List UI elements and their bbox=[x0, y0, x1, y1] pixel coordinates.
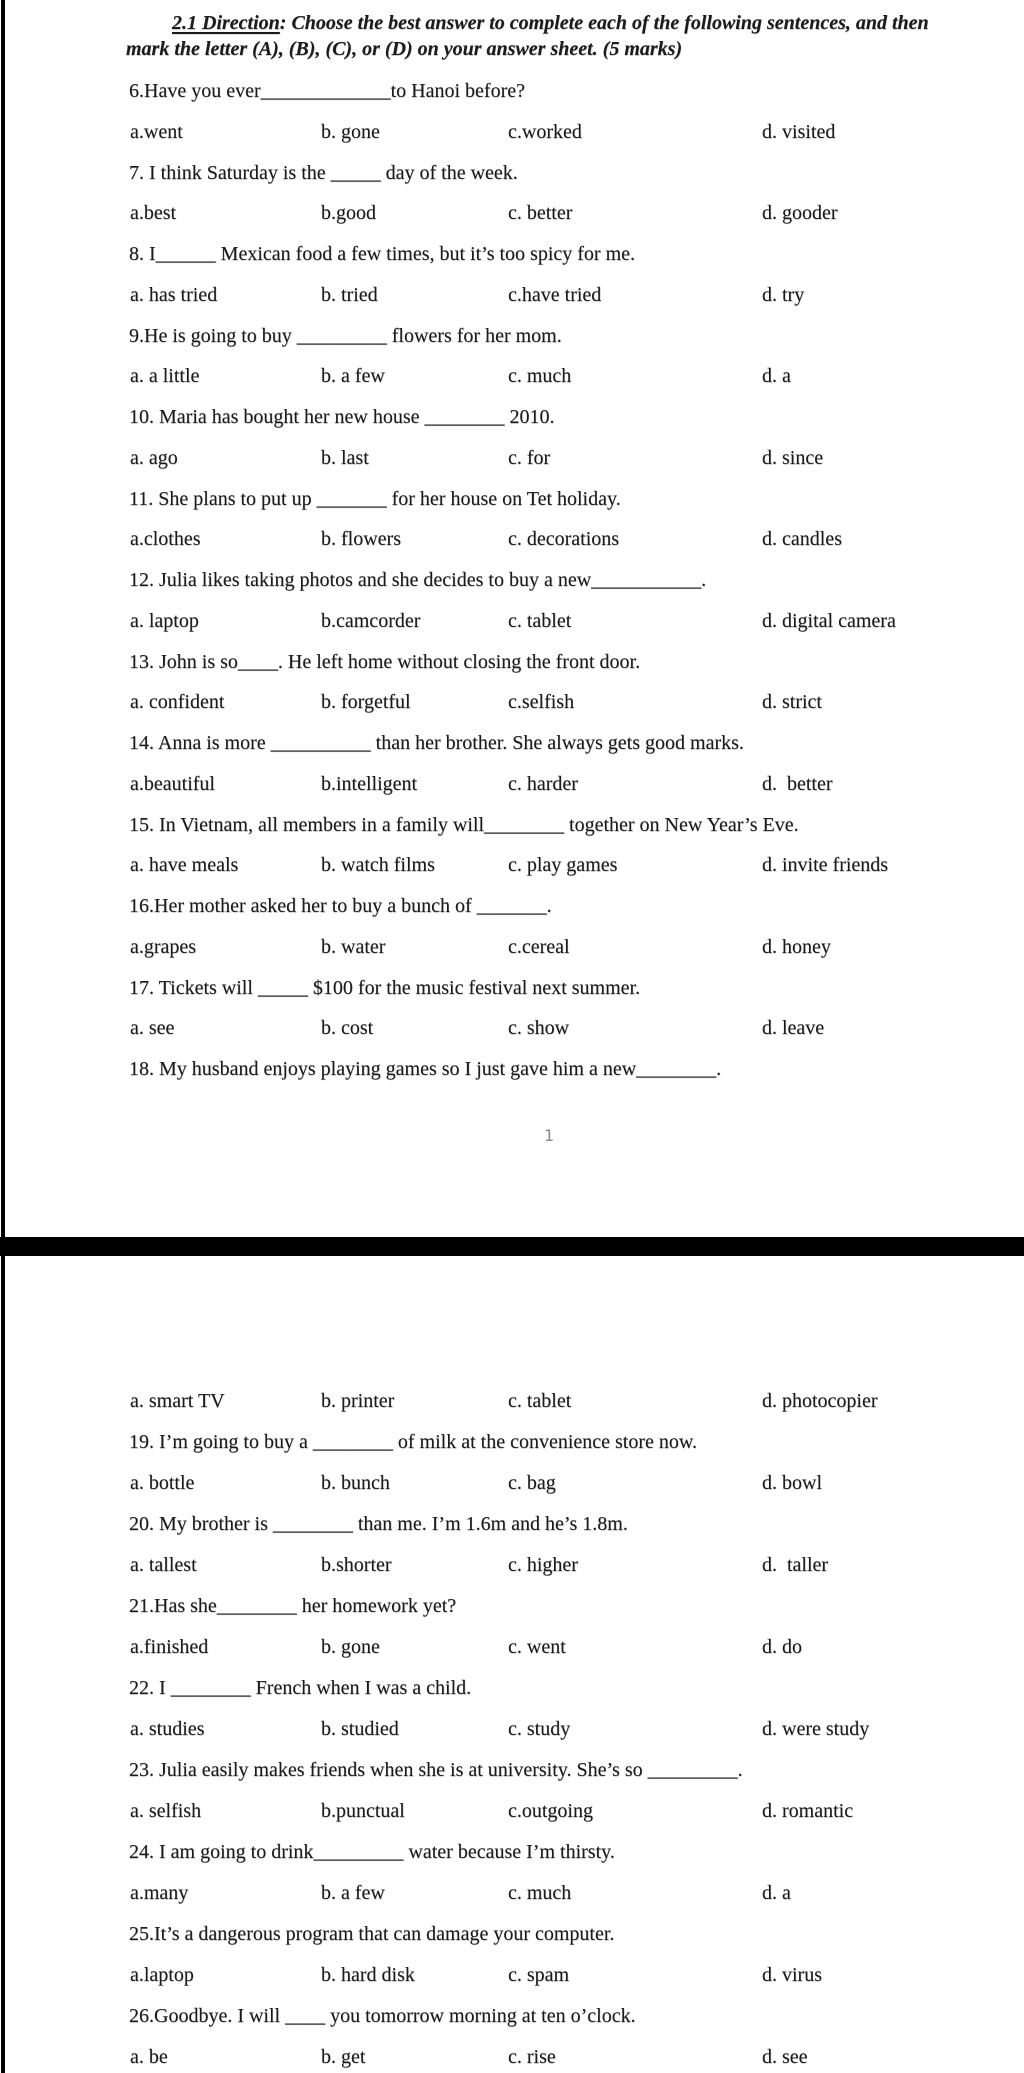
question-7: 7. I think Saturday is the _____ day of the week. bbox=[129, 161, 518, 184]
question-15: 15. In Vietnam, all members in a family will________ together on New Year’s Eve. bbox=[129, 813, 799, 836]
option-d-q12: d. digital camera bbox=[762, 609, 896, 632]
options-row-q7 bbox=[0, 202, 1024, 229]
options-row-q20 bbox=[0, 1554, 1024, 1581]
option-c-q15: c. play games bbox=[508, 854, 618, 877]
option-b-q15: b. watch films bbox=[321, 854, 435, 877]
option-c-q16: c.cereal bbox=[508, 935, 570, 958]
options-row-q21 bbox=[0, 1636, 1024, 1663]
option-c-q26: c. rise bbox=[508, 2046, 556, 2068]
direction-heading-rest: : Choose the best answer to complete each of the following sentences, and then bbox=[279, 12, 929, 34]
question-21: 21.Has she________ her homework yet? bbox=[129, 1595, 457, 1617]
option-a-q20: a. tallest bbox=[130, 1554, 197, 1576]
option-a-q23: a. selfish bbox=[130, 1800, 202, 1822]
option-a-q10: a. ago bbox=[130, 446, 178, 469]
option-b-q25: b. hard disk bbox=[321, 1964, 415, 1986]
options-row-q9 bbox=[0, 365, 1024, 392]
option-b-q16: b. water bbox=[321, 935, 386, 958]
option-d-q14: d. better bbox=[762, 772, 833, 795]
option-d-q25: d. virus bbox=[762, 1964, 822, 1986]
option-b-q13: b. forgetful bbox=[321, 691, 411, 714]
option-d-q9: d. a bbox=[762, 365, 791, 388]
option-c-q6: c.worked bbox=[508, 120, 582, 143]
option-b-q14: b.intelligent bbox=[321, 772, 418, 795]
option-c-q14: c. harder bbox=[508, 772, 578, 795]
options-row-q25 bbox=[0, 1964, 1024, 1991]
page-number: 1 bbox=[544, 1126, 555, 1145]
option-a-q22: a. studies bbox=[130, 1718, 205, 1740]
question-23: 23. Julia easily makes friends when she is at university. She’s so _________. bbox=[129, 1759, 743, 1781]
option-a-q21: a.finished bbox=[130, 1636, 209, 1658]
option-b-q17: b. cost bbox=[321, 1017, 374, 1040]
option-b-q9: b. a few bbox=[321, 365, 385, 388]
direction-heading-underlined: 2.1 Direction bbox=[172, 12, 280, 34]
option-d-q20: d. taller bbox=[762, 1554, 829, 1576]
option-a-q14: a.beautiful bbox=[130, 772, 215, 795]
question-20: 20. My brother is ________ than me. I’m 1.6m and he’s 1.8m. bbox=[129, 1513, 628, 1535]
option-a-q12: a. laptop bbox=[130, 609, 199, 632]
option-c-q11: c. decorations bbox=[508, 528, 620, 551]
option-d-q22: d. were study bbox=[762, 1718, 870, 1740]
options-row-q15 bbox=[0, 854, 1024, 881]
options-row-q18 bbox=[0, 1390, 1024, 1417]
option-a-q17: a. see bbox=[130, 1017, 175, 1040]
option-d-q8: d. try bbox=[762, 283, 805, 306]
option-a-q7: a.best bbox=[130, 202, 177, 225]
option-a-q19: a. bottle bbox=[130, 1472, 195, 1494]
option-d-q24: d. a bbox=[762, 1882, 791, 1904]
option-a-q25: a.laptop bbox=[130, 1964, 194, 1986]
question-19: 19. I’m going to buy a ________ of milk at the convenience store now. bbox=[129, 1431, 698, 1453]
option-c-q8: c.have tried bbox=[508, 283, 602, 306]
option-a-q24: a.many bbox=[130, 1882, 189, 1904]
option-c-q7: c. better bbox=[508, 202, 573, 225]
options-row-q11 bbox=[0, 528, 1024, 555]
option-d-q7: d. gooder bbox=[762, 202, 838, 225]
option-d-q19: d. bowl bbox=[762, 1472, 822, 1494]
option-c-q20: c. higher bbox=[508, 1554, 578, 1576]
option-b-q19: b. bunch bbox=[321, 1472, 390, 1494]
option-c-q25: c. spam bbox=[508, 1964, 570, 1986]
options-row-q23 bbox=[0, 1800, 1024, 1827]
document-page-2 bbox=[0, 1256, 1024, 2073]
question-11: 11. She plans to put up _______ for her house on Tet holiday. bbox=[129, 487, 621, 510]
option-a-q8: a. has tried bbox=[130, 283, 218, 306]
option-a-q16: a.grapes bbox=[130, 935, 197, 958]
option-c-q12: c. tablet bbox=[508, 609, 572, 632]
options-row-q16 bbox=[0, 936, 1024, 963]
option-c-q10: c. for bbox=[508, 446, 551, 469]
option-b-q6: b. gone bbox=[321, 120, 380, 143]
question-6: 6.Have you ever_____________to Hanoi before? bbox=[129, 80, 525, 102]
question-10: 10. Maria has bought her new house ________ 2010. bbox=[129, 406, 555, 428]
option-a-q26: a. be bbox=[130, 2046, 168, 2068]
options-row-q13 bbox=[0, 691, 1024, 718]
direction-heading-line1 bbox=[172, 12, 929, 35]
option-c-q22: c. study bbox=[508, 1718, 571, 1740]
option-a-q18: a. smart TV bbox=[130, 1390, 225, 1412]
option-b-q22: b. studied bbox=[321, 1718, 399, 1740]
question-13: 13. John is so____. He left home without closing the front door. bbox=[129, 650, 641, 673]
option-b-q18: b. printer bbox=[321, 1390, 395, 1412]
option-d-q21: d. do bbox=[762, 1636, 802, 1658]
options-row-q8 bbox=[0, 284, 1024, 311]
scan-edge-line bbox=[1, 0, 5, 2073]
option-c-q13: c.selfish bbox=[508, 691, 575, 714]
question-24: 24. I am going to drink_________ water because I’m thirsty. bbox=[129, 1841, 615, 1863]
question-16: 16.Her mother asked her to buy a bunch of _______. bbox=[129, 895, 552, 917]
option-b-q23: b.punctual bbox=[321, 1800, 405, 1822]
option-b-q26: b. get bbox=[321, 2046, 366, 2068]
question-26: 26.Goodbye. I will ____ you tomorrow morning at ten o’clock. bbox=[129, 2005, 636, 2027]
direction-heading-line2: mark the letter (A), (B), (C), or (D) on your answer sheet. (5 marks) bbox=[126, 38, 683, 60]
option-c-q24: c. much bbox=[508, 1882, 572, 1904]
option-a-q6: a.went bbox=[130, 120, 183, 143]
question-8: 8. I______ Mexican food a few times, but it’s too spicy for me. bbox=[129, 243, 636, 265]
option-b-q8: b. tried bbox=[321, 283, 378, 306]
option-a-q15: a. have meals bbox=[130, 854, 239, 877]
option-a-q13: a. confident bbox=[130, 691, 225, 714]
question-12: 12. Julia likes taking photos and she decides to buy a new___________. bbox=[129, 569, 707, 591]
option-c-q17: c. show bbox=[508, 1017, 570, 1040]
options-row-q24 bbox=[0, 1882, 1024, 1909]
options-row-q17 bbox=[0, 1017, 1024, 1044]
option-c-q19: c. bag bbox=[508, 1472, 556, 1494]
options-row-q22 bbox=[0, 1718, 1024, 1745]
option-c-q9: c. much bbox=[508, 365, 572, 388]
option-d-q26: d. see bbox=[762, 2046, 808, 2068]
option-d-q16: d. honey bbox=[762, 935, 831, 958]
option-d-q11: d. candles bbox=[762, 528, 842, 551]
option-d-q17: d. leave bbox=[762, 1017, 825, 1040]
question-14: 14. Anna is more __________ than her brother. She always gets good marks. bbox=[129, 732, 744, 754]
option-b-q20: b.shorter bbox=[321, 1554, 392, 1576]
question-9: 9.He is going to buy _________ flowers for her mom. bbox=[129, 324, 562, 347]
option-a-q11: a.clothes bbox=[130, 528, 201, 551]
options-row-q12 bbox=[0, 610, 1024, 637]
option-a-q9: a. a little bbox=[130, 365, 200, 388]
option-b-q10: b. last bbox=[321, 446, 369, 469]
question-25: 25.It’s a dangerous program that can damage your computer. bbox=[129, 1923, 615, 1945]
option-c-q18: c. tablet bbox=[508, 1390, 572, 1412]
option-c-q21: c. went bbox=[508, 1636, 566, 1658]
option-b-q21: b. gone bbox=[321, 1636, 380, 1658]
option-d-q10: d. since bbox=[762, 446, 824, 469]
question-18: 18. My husband enjoys playing games so I just gave him a new________. bbox=[129, 1058, 722, 1080]
option-d-q15: d. invite friends bbox=[762, 854, 889, 877]
option-d-q13: d. strict bbox=[762, 691, 822, 714]
question-17: 17. Tickets will _____ $100 for the music festival next summer. bbox=[129, 976, 641, 999]
options-row-q6 bbox=[0, 121, 1024, 148]
options-row-q19 bbox=[0, 1472, 1024, 1499]
option-d-q18: d. photocopier bbox=[762, 1390, 878, 1412]
options-row-q14 bbox=[0, 773, 1024, 800]
option-b-q11: b. flowers bbox=[321, 528, 401, 551]
option-d-q6: d. visited bbox=[762, 120, 836, 143]
question-22: 22. I ________ French when I was a child. bbox=[129, 1677, 472, 1699]
options-row-q26 bbox=[0, 2046, 1024, 2073]
option-b-q7: b.good bbox=[321, 202, 376, 225]
page-divider-bar bbox=[0, 1237, 1024, 1256]
option-b-q24: b. a few bbox=[321, 1882, 385, 1904]
options-row-q10 bbox=[0, 447, 1024, 474]
option-b-q12: b.camcorder bbox=[321, 609, 421, 632]
option-c-q23: c.outgoing bbox=[508, 1800, 593, 1822]
option-d-q23: d. romantic bbox=[762, 1800, 854, 1822]
